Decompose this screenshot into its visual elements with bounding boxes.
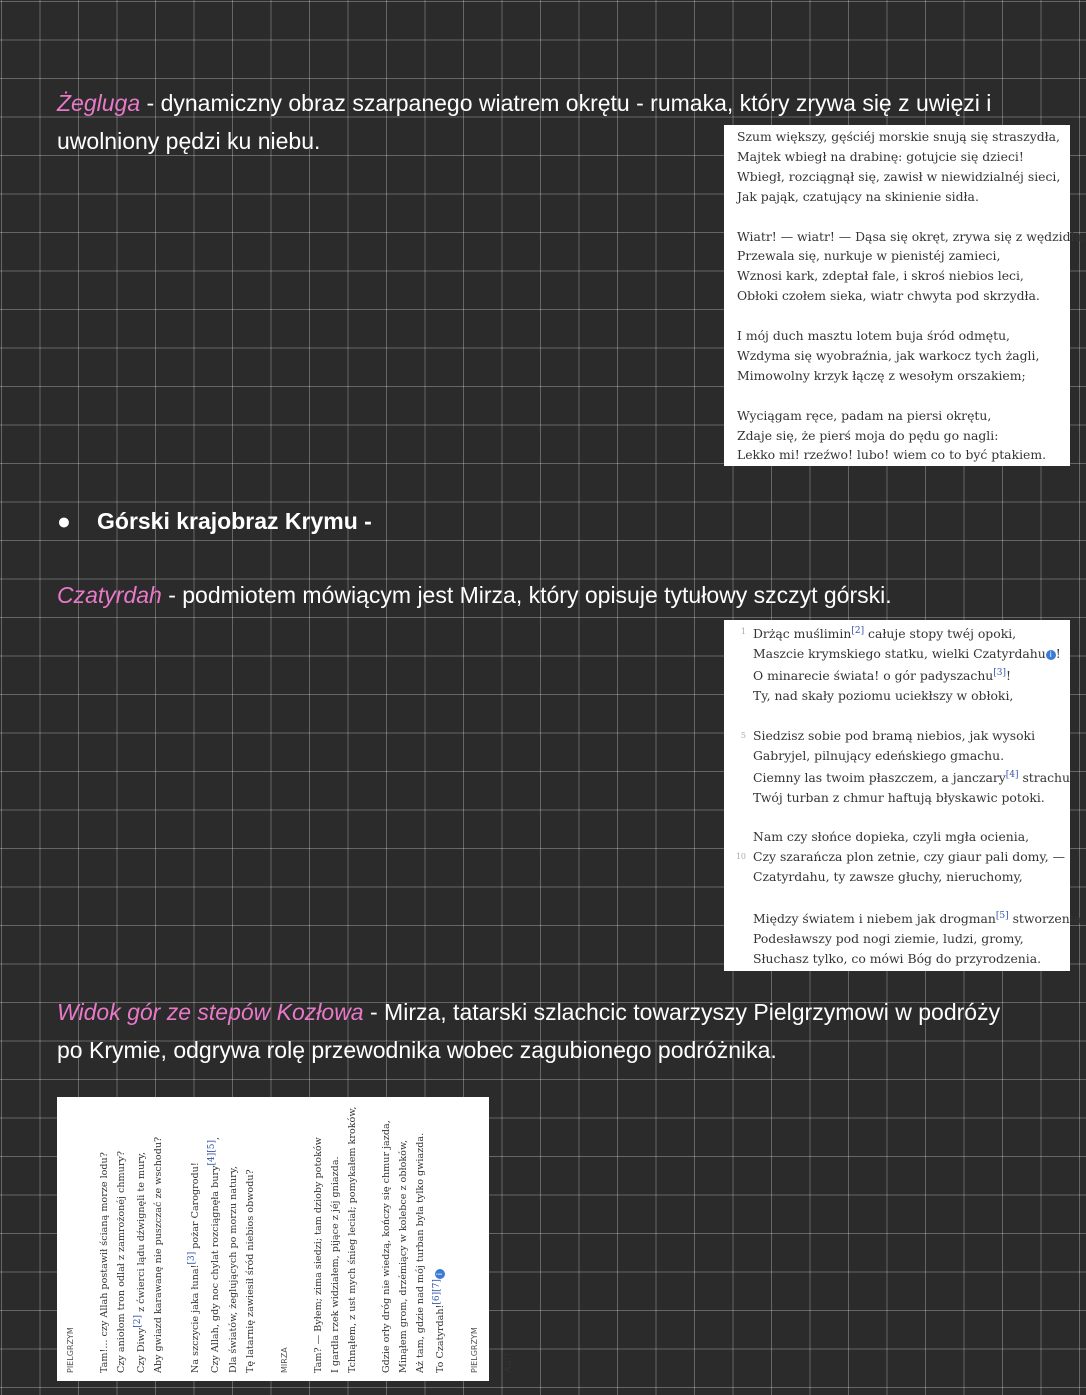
- footnote-ref[interactable]: [6][7]: [431, 1279, 442, 1305]
- line-number: 1: [740, 627, 746, 636]
- footnote-ref[interactable]: [4][5]: [207, 1139, 218, 1166]
- info-icon[interactable]: i: [435, 1269, 445, 1279]
- poem1-stanza-3: [737, 326, 1070, 386]
- verse-line: Aż tam, gdzie nad mój turban była tylko gwiazda.: [414, 1132, 426, 1373]
- poem1-stanza-2: [737, 227, 1086, 307]
- verse-line: Przewala się, nurkuje w pienistéj zamieci,: [737, 248, 1001, 264]
- verse-line: Wzdyma się wyobraźnia, jak warkocz tych żagli,: [737, 347, 1040, 363]
- verse-line: Minąłem grom, drzémiący w kolebce z obłoków,: [397, 1139, 409, 1373]
- poem2-stanza-1: [740, 622, 1070, 706]
- verse-line: Zdaje się, że pierś moja do pędu go nagli:: [737, 427, 999, 443]
- heading-gorski-krajobraz: [57, 506, 372, 536]
- verse-line: [740, 726, 1070, 746]
- verse-text: całuje stopy twéj opoki,: [864, 626, 1017, 642]
- verse-text: Drżąc muślimin: [753, 626, 852, 642]
- verse-line: Wyciągam ręce, padam na piersi okrętu,: [737, 407, 992, 423]
- verse-line: Wiatr! — wiatr! — Dąsa się okręt, zrywa się z wędzidła,: [737, 228, 1086, 244]
- poem3-stanza-4: [378, 1097, 449, 1373]
- footnote-ref[interactable]: [3]: [187, 1251, 198, 1265]
- zegluga-description-line2: uwolniony pędzi ku niebu.: [57, 128, 321, 154]
- verse-text: strachu: [1018, 769, 1070, 785]
- verse-text: Maszcie krymskiego statku, wielki Czatyrdahu: [753, 646, 1046, 662]
- speaker-label: PIELGRZYM: [66, 1327, 75, 1373]
- footnote-ref[interactable]: [2]: [133, 1314, 143, 1328]
- verse-line: [740, 622, 1070, 644]
- verse-line: Czatyrdahu, ty zawsze głuchy, nieruchomy,: [753, 869, 1023, 885]
- verse-line: Gdzie orły dróg nie wiedzą, kończy się chmur jazda,: [380, 1120, 392, 1373]
- poem2-stanza-4: [753, 907, 1086, 969]
- poem3-stanza-5: [500, 1097, 517, 1373]
- verse-line: Tam? — Byłem; zima siedzi; tam dzioby potoków: [312, 1137, 324, 1373]
- verse-line: Majtek wbiegł na drabinę: gotujcie się dzieci!: [737, 148, 1024, 164]
- poem-widok-gor-excerpt: [57, 1097, 514, 1381]
- footnote-ref[interactable]: [4]: [1005, 769, 1019, 780]
- verse-line: Jak pająk, czatujący na skinienie sidła.: [737, 188, 979, 204]
- verse-text: z ćwierci lądu dźwignęli te mury,: [136, 1151, 148, 1315]
- verse-line: [753, 644, 1070, 664]
- title-widok-gor: Widok gór ze stepów Kozłowa: [57, 999, 364, 1025]
- zegluga-description: - dynamiczny obraz szarpanego wiatrem okrętu - rumaka, który zrywa się z uwięzi i: [140, 90, 992, 116]
- verse-text: pożar Carogrodu!: [190, 1162, 202, 1252]
- verse-line: [130, 1097, 150, 1373]
- verse-line: Dla światów, żeglujących po morzu natury,: [227, 1166, 239, 1373]
- poem-zegluga-excerpt: [724, 125, 1086, 466]
- poem2-stanza-2: [740, 726, 1070, 808]
- verse-text: Ciemny las twoim płaszczem, a janczary: [753, 769, 1006, 785]
- verse-text: Siedzisz sobie pod bramą niebios, jak wysoki: [753, 727, 1036, 743]
- speaker-label: MIRZA: [279, 1347, 289, 1373]
- verse-line: [429, 1097, 449, 1373]
- verse-line: Wznosi kark, zdeptał fale, i skroś niebios leci,: [737, 268, 1024, 284]
- poem1-stanza-1: [737, 127, 1070, 207]
- section-czatyrdah-line1: [57, 576, 892, 614]
- widok-description: - Mirza, tatarski szlachcic towarzyszy Pielgrzymowi w podróży: [363, 999, 1001, 1025]
- verse-line: Aby gwiazd karawanę nie puszczać ze wschodu?: [153, 1136, 165, 1373]
- footnote-ref[interactable]: [5]: [995, 911, 1009, 922]
- section-widok-line1: [57, 993, 1000, 1031]
- info-icon[interactable]: i: [1046, 650, 1056, 660]
- bullet-dot: ●: [57, 508, 71, 534]
- verse-text: stworzenia,: [1008, 911, 1086, 927]
- verse-line: Tę latarnię zawiesił śród niebios obwodu?: [244, 1169, 256, 1373]
- verse-line: Mimowolny krzyk łączę z wesołym orszakiem;: [737, 367, 1026, 383]
- poem-czatyrdah-excerpt: [724, 620, 1086, 971]
- verse-text: Czy Diwy: [136, 1327, 148, 1373]
- verse-text: Czy Allah, gdy noc chylat rozciągnęła bury: [210, 1165, 222, 1373]
- verse-text: !: [1055, 646, 1061, 662]
- verse-text: O minarecie świata! o gór padyszachu: [753, 668, 994, 684]
- verse-text: Między światem i niebem jak drogman: [753, 911, 996, 927]
- verse-line: Słuchasz tylko, co mówi Bóg do przyrodzenia.: [753, 950, 1042, 966]
- line-number: 5: [740, 730, 746, 740]
- widok-description-line2: po Krymie, odgrywa rolę przewodnika wobec zagubionego podróżnika.: [57, 1037, 777, 1063]
- verse-text: Na szczycie jaka łuna!: [190, 1264, 202, 1373]
- poem3-stanza-2: [184, 1097, 258, 1373]
- verse-line: [753, 766, 1070, 788]
- speaker-label: PIELGRZYM: [469, 1327, 479, 1373]
- rotated-poem-content: [57, 1097, 514, 1381]
- heading-text: Górski krajobraz Krymu -: [97, 508, 372, 534]
- section-zegluga-line1: [57, 84, 991, 122]
- verse-line: [204, 1097, 224, 1373]
- verse-line: Czy aniołom tron odlał z zamrożonéj chmury?: [116, 1151, 127, 1373]
- poem3-stanza-3: [310, 1097, 361, 1373]
- verse-line: [735, 847, 1070, 867]
- verse-line: Twój turban z chmur haftują błyskawic potoki.: [753, 789, 1045, 805]
- verse-line: Szum większy, gęściéj morskie snują się straszydła,: [737, 129, 1060, 144]
- verse-line: Wbiegł, rozciągnął się, zawisł w niewidzialnéj sieci,: [737, 168, 1061, 184]
- verse-line: Gabryjel, pilnujący edeńskiego gmachu.: [753, 747, 1005, 763]
- poem1-stanza-4: [737, 406, 1070, 466]
- verse-text: To Czatyrdah!: [434, 1304, 446, 1373]
- verse-line: Obłoki czołem sieka, wiatr chwyta pod skrzydła.: [737, 288, 1040, 304]
- line-number: 10: [735, 852, 746, 862]
- title-czatyrdah: Czatyrdah: [57, 582, 162, 608]
- footnote-ref[interactable]: [3]: [993, 667, 1007, 678]
- verse-text: ,: [210, 1136, 222, 1140]
- verse-line: Podesławszy pod nogi ziemie, ludzi, gromy,: [753, 931, 1024, 947]
- verse-line: I gardła rzek widziałem, pijące z jéj gniazda.: [329, 1156, 341, 1373]
- verse-text: !: [1006, 668, 1012, 684]
- poem3-stanza-1: [96, 1097, 167, 1373]
- verse-line: I mój duch masztu lotem buja śród odmętu,: [737, 328, 1010, 344]
- verse-line: Aa!!: [502, 1352, 514, 1373]
- czatyrdah-description: - podmiotem mówiącym jest Mirza, który opisuje tytułowy szczyt górski.: [161, 582, 892, 608]
- footnote-ref[interactable]: [2]: [851, 626, 865, 636]
- verse-line: Tchnąłem, z ust mych śnieg leciał; pomykałem kroków,: [346, 1106, 358, 1373]
- verse-line: [753, 664, 1070, 686]
- poem2-stanza-3: [735, 827, 1070, 887]
- verse-text: Czy szarańcza plon zetnie, czy giaur pali domy, —: [753, 849, 1066, 865]
- verse-line: [184, 1097, 204, 1373]
- verse-line: Nam czy słońce dopieka, czyli mgła ocienia,: [753, 829, 1030, 845]
- title-zegluga: Żegluga: [57, 90, 141, 116]
- verse-line: Ty, nad skały poziomu uciekłszy w obłoki,: [753, 687, 1014, 703]
- verse-line: Tam!... czy Allah postawił ścianą morze lodu?: [99, 1152, 110, 1373]
- verse-line: Lekko mi! rzeźwo! lubo! wiem co to być ptakiem.: [737, 447, 1047, 463]
- verse-line: [753, 907, 1086, 929]
